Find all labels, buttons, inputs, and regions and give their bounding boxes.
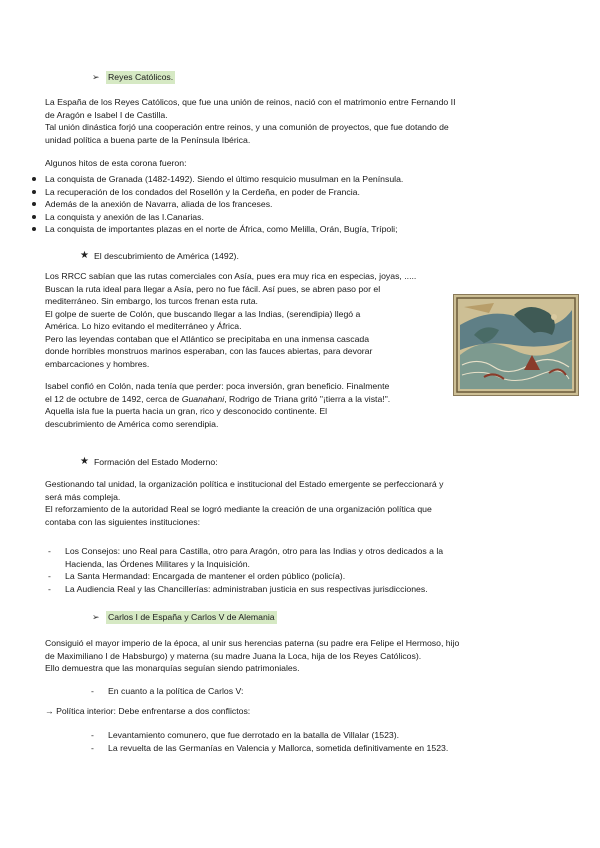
descubrimiento-paragraph (45, 270, 465, 370)
list-item-text: Los Consejos: uno Real para Castilla, otro para Aragón, otro para las Indias y otros dedicados a la (65, 546, 444, 556)
list-item (48, 545, 565, 570)
text-line: El golpe de suerte de Colón, que buscando llegar a las Indias, (serendipia) llegó a (45, 308, 361, 319)
text-line (45, 393, 575, 406)
bullet-dot-icon (32, 227, 36, 231)
list-item-text: En cuanto a la política de Carlos V: (108, 686, 244, 696)
bullet-dot-icon (32, 190, 36, 194)
bullet-dot-icon (32, 177, 36, 181)
hitos-list (45, 173, 565, 236)
dash-bullet: - (91, 730, 94, 740)
list-item-text: Hacienda, las Órdenes Militares y la Inquisición. (65, 558, 250, 569)
heading-reyes-catolicos (92, 71, 175, 84)
hitos-label: Algunos hitos de esta corona fueron: (45, 158, 187, 168)
intro-line: de Aragón e Isabel I de Castilla. (45, 109, 168, 120)
politica-interior-label: → Política interior: Debe enfrentarse a dos conflictos: (45, 706, 251, 716)
heading-estado-moderno (80, 456, 218, 469)
intro-line: Tal unión dinástica forjó una cooperación entre reinos, y una comunión de proyectos, que fue dotando de (45, 122, 449, 132)
list-item-text: La conquista de importantes plazas en el norte de África, como Melilla, Orán, Bugía, Trípoli; (45, 224, 398, 234)
text-line: embarcaciones y hombres. (45, 358, 150, 369)
text-line: América. Lo hizo evitando el mediterráneo y África. (45, 321, 242, 331)
bullet-dot-icon (32, 202, 36, 206)
text-line: Gestionando tal unidad, la organización política e institucional del Estado emergente se perfeccionará y (45, 479, 444, 489)
list-item (91, 742, 568, 755)
list-item (45, 211, 565, 224)
dash-bullet: - (91, 686, 94, 696)
instituciones-list (48, 545, 565, 595)
heading-text: Formación del Estado Moderno: (94, 457, 218, 467)
conflictos-list (91, 729, 568, 754)
text-line: contaba con las siguientes instituciones: (45, 516, 201, 527)
text-segment: el 12 de octubre de 1492, cerca de (45, 393, 182, 404)
text-line: El reforzamiento de la autoridad Real se logró mediante la creación de una organización política que (45, 504, 432, 514)
text-line: Pero las leyendas contaban que el Atlántico se precipitaba en una inmensa cascada (45, 333, 370, 344)
text-line: Consiguió el mayor imperio de la época, al unir sus herencias paterna (su padre era Felipe el Hermoso, hijo (45, 638, 460, 648)
text-line: Ello demuestra que las monarquías seguían siendo patrimoniales. (45, 663, 300, 673)
guanahani-text: Guanahani (181, 393, 225, 404)
list-item-text: La Santa Hermandad: Encargada de mantener el orden público (policía). (65, 571, 346, 581)
heading-carlos-i (92, 611, 277, 624)
dash-bullet: - (48, 571, 51, 581)
list-item (48, 570, 565, 583)
text-line: Isabel confió en Colón, nada tenía que perder: poca inversión, gran beneficio. Finalmente (45, 381, 390, 391)
dash-bullet: - (48, 546, 51, 556)
list-item (45, 198, 565, 211)
heading-text: Reyes Católicos. (108, 72, 174, 82)
dash-bullet: - (48, 583, 51, 594)
bullet-dot-icon (32, 215, 36, 219)
list-item (91, 685, 568, 698)
arrow-bullet-icon: ➢ (92, 612, 100, 622)
text-segment: , Rodrigo de Triana gritó "¡tierra a la vista!". (224, 393, 391, 404)
colon-paragraph (45, 380, 575, 430)
list-item-text: La revuelta de las Germanías en Valencia y Mallorca, sometida definitivamente en 1523. (108, 742, 449, 753)
text-line: mediterráneo. Sin embargo, los turcos frenan esta ruta. (45, 296, 258, 306)
list-item (45, 223, 565, 236)
list-item (45, 173, 565, 186)
text-line: será más compleja. (45, 491, 121, 502)
list-item-text: Levantamiento comunero, que fue derrotado en la batalla de Villalar (1523). (108, 730, 400, 740)
list-item-text: La conquista y anexión de las I.Canarias. (45, 211, 204, 222)
text-line: descubrimiento de América como serendipia. (45, 418, 219, 429)
text-line: donde horribles monstruos marinos esperaban, con las fauces abiertas, para devorar (45, 346, 373, 356)
dash-bullet: - (91, 742, 94, 753)
intro-line: La España de los Reyes Católicos, que fue una unión de reinos, nació con el matrimonio entre Fernando II (45, 97, 456, 107)
list-item-text: La conquista de Granada (1482-1492). Siendo el último resquicio musulman en la Península. (45, 174, 404, 184)
heading-text: El descubrimiento de América (1492). (94, 251, 239, 261)
list-item (48, 583, 565, 596)
list-item (45, 186, 565, 199)
list-item-text: Además de la anexión de Navarra, aliada de los franceses. (45, 199, 273, 209)
list-item-text: La recuperación de los condados del Rosellón y la Cerdeña, en poder de Francia. (45, 186, 360, 197)
star-bullet-icon: ★ (80, 250, 89, 261)
heading-text: Carlos I de España y Carlos V de Alemania (108, 612, 275, 622)
intro-line: unidad política a buena parte de la Península Ibérica. (45, 134, 251, 145)
text-line: Aquella isla fue la puerta hacia un gran, rico y desconocido continente. El (45, 406, 328, 416)
intro-paragraph (45, 96, 565, 146)
carlos-sub-list (91, 685, 568, 698)
heading-descubrimiento (80, 250, 239, 263)
list-item-text: La Audiencia Real y las Chancillerías: administraban justicia en sus respectivas jurisdicciones. (65, 583, 428, 594)
star-bullet-icon: ★ (80, 456, 89, 467)
estado-paragraph (45, 478, 575, 528)
text-line: Buscan la ruta ideal para llegar a Asía, pero no fue fácil. Así pues, se abren paso por el (45, 283, 381, 294)
text-line: Los RRCC sabían que las rutas comerciales con Asía, pues era muy rica en especias, joyas, ..... (45, 271, 417, 281)
text-line: de Maximiliano I de Habsburgo) y materna (su madre Juana la Loca, hija de los Reyes Católicos). (45, 650, 422, 661)
list-item (91, 729, 568, 742)
arrow-bullet-icon: ➢ (92, 72, 100, 82)
carlos-paragraph (45, 637, 575, 675)
